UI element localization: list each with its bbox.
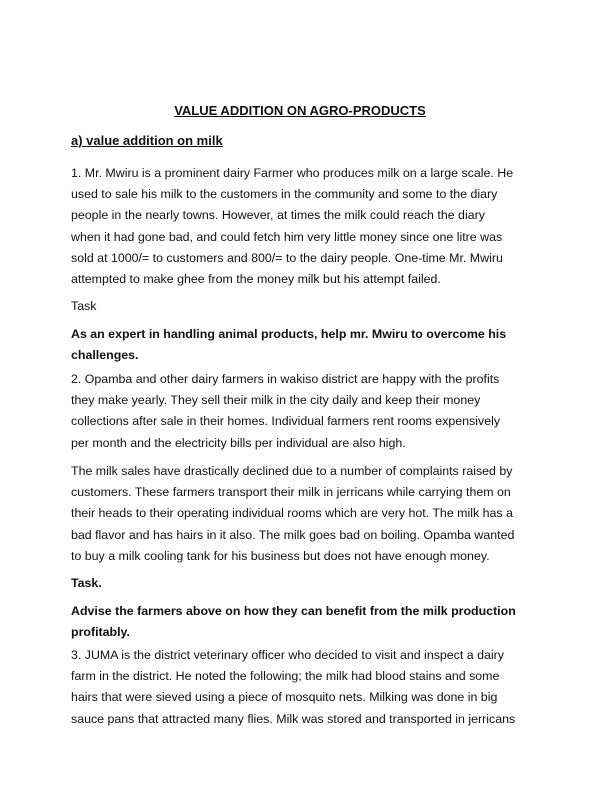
paragraph-line: they make yearly. They sell their milk in the city daily and keep their money bbox=[71, 393, 481, 408]
paragraph-line: when it had gone bad, and could fetch him very little money since one litre was bbox=[71, 229, 503, 244]
paragraph-line: bad flavor and has hairs in it also. The milk goes bad on boiling. Opamba wanted bbox=[71, 527, 515, 542]
paragraph-line: sauce pans that attracted many flies. Milk was stored and transported in jerricans bbox=[71, 711, 516, 726]
task-line: Advise the farmers above on how they can benefit from the milk production bbox=[71, 604, 516, 618]
paragraph-line: per month and the electricity bills per individual are also high. bbox=[71, 435, 406, 450]
task-line: profitably. bbox=[71, 625, 130, 640]
task-1-text bbox=[71, 324, 541, 366]
page-title: VALUE ADDITION ON AGRO-PRODUCTS bbox=[174, 103, 426, 118]
paragraph-line: 1. Mr. Mwiru is a prominent dairy Farmer who produces milk on a large scale. He bbox=[71, 166, 514, 180]
paragraph-3 bbox=[71, 461, 541, 567]
paragraph-line: hairs that were sieved using a piece of mosquito nets. Milking was done in big bbox=[71, 690, 498, 705]
paragraph-line: customers. These farmers transport their milk in jerricans while carrying them on bbox=[71, 485, 511, 500]
task-line: challenges. bbox=[71, 348, 139, 363]
paragraph-line: their heads to their operating individual rooms which are very hot. The milk has a bbox=[71, 506, 513, 521]
paragraph-line: 2. Opamba and other dairy farmers in wakiso district are happy with the profits bbox=[71, 372, 500, 386]
task-2-text bbox=[71, 601, 541, 643]
section-heading: a) value addition on milk bbox=[71, 133, 223, 148]
paragraph-1 bbox=[71, 163, 541, 290]
paragraph-2 bbox=[71, 369, 541, 454]
paragraph-line: attempted to make ghee from the money milk but his attempt failed. bbox=[71, 272, 441, 287]
paragraph-line: farm in the district. He noted the following; the milk had blood stains and some bbox=[71, 669, 500, 684]
task-2-label: Task. bbox=[71, 576, 102, 590]
paragraph-line: to buy a milk cooling tank for his business but does not have enough money. bbox=[71, 548, 490, 563]
paragraph-line: people in the nearly towns. However, at times the milk could reach the diary bbox=[71, 208, 485, 223]
paragraph-line: used to sale his milk to the customers in the community and some to the diary bbox=[71, 187, 498, 202]
paragraph-4 bbox=[71, 645, 541, 730]
task-1-label: Task bbox=[71, 299, 97, 313]
paragraph-line: The milk sales have drastically declined due to a number of complaints raised by bbox=[71, 464, 513, 478]
paragraph-line: 3. JUMA is the district veterinary officer who decided to visit and inspect a dairy bbox=[71, 648, 504, 662]
paragraph-line: sold at 1000/= to customers and 800/= to the dairy people. One-time Mr. Mwiru bbox=[71, 250, 503, 265]
paragraph-line: collections after sale in their homes. Individual farmers rent rooms expensively bbox=[71, 414, 501, 429]
task-line: As an expert in handling animal products, help mr. Mwiru to overcome his bbox=[71, 327, 507, 341]
